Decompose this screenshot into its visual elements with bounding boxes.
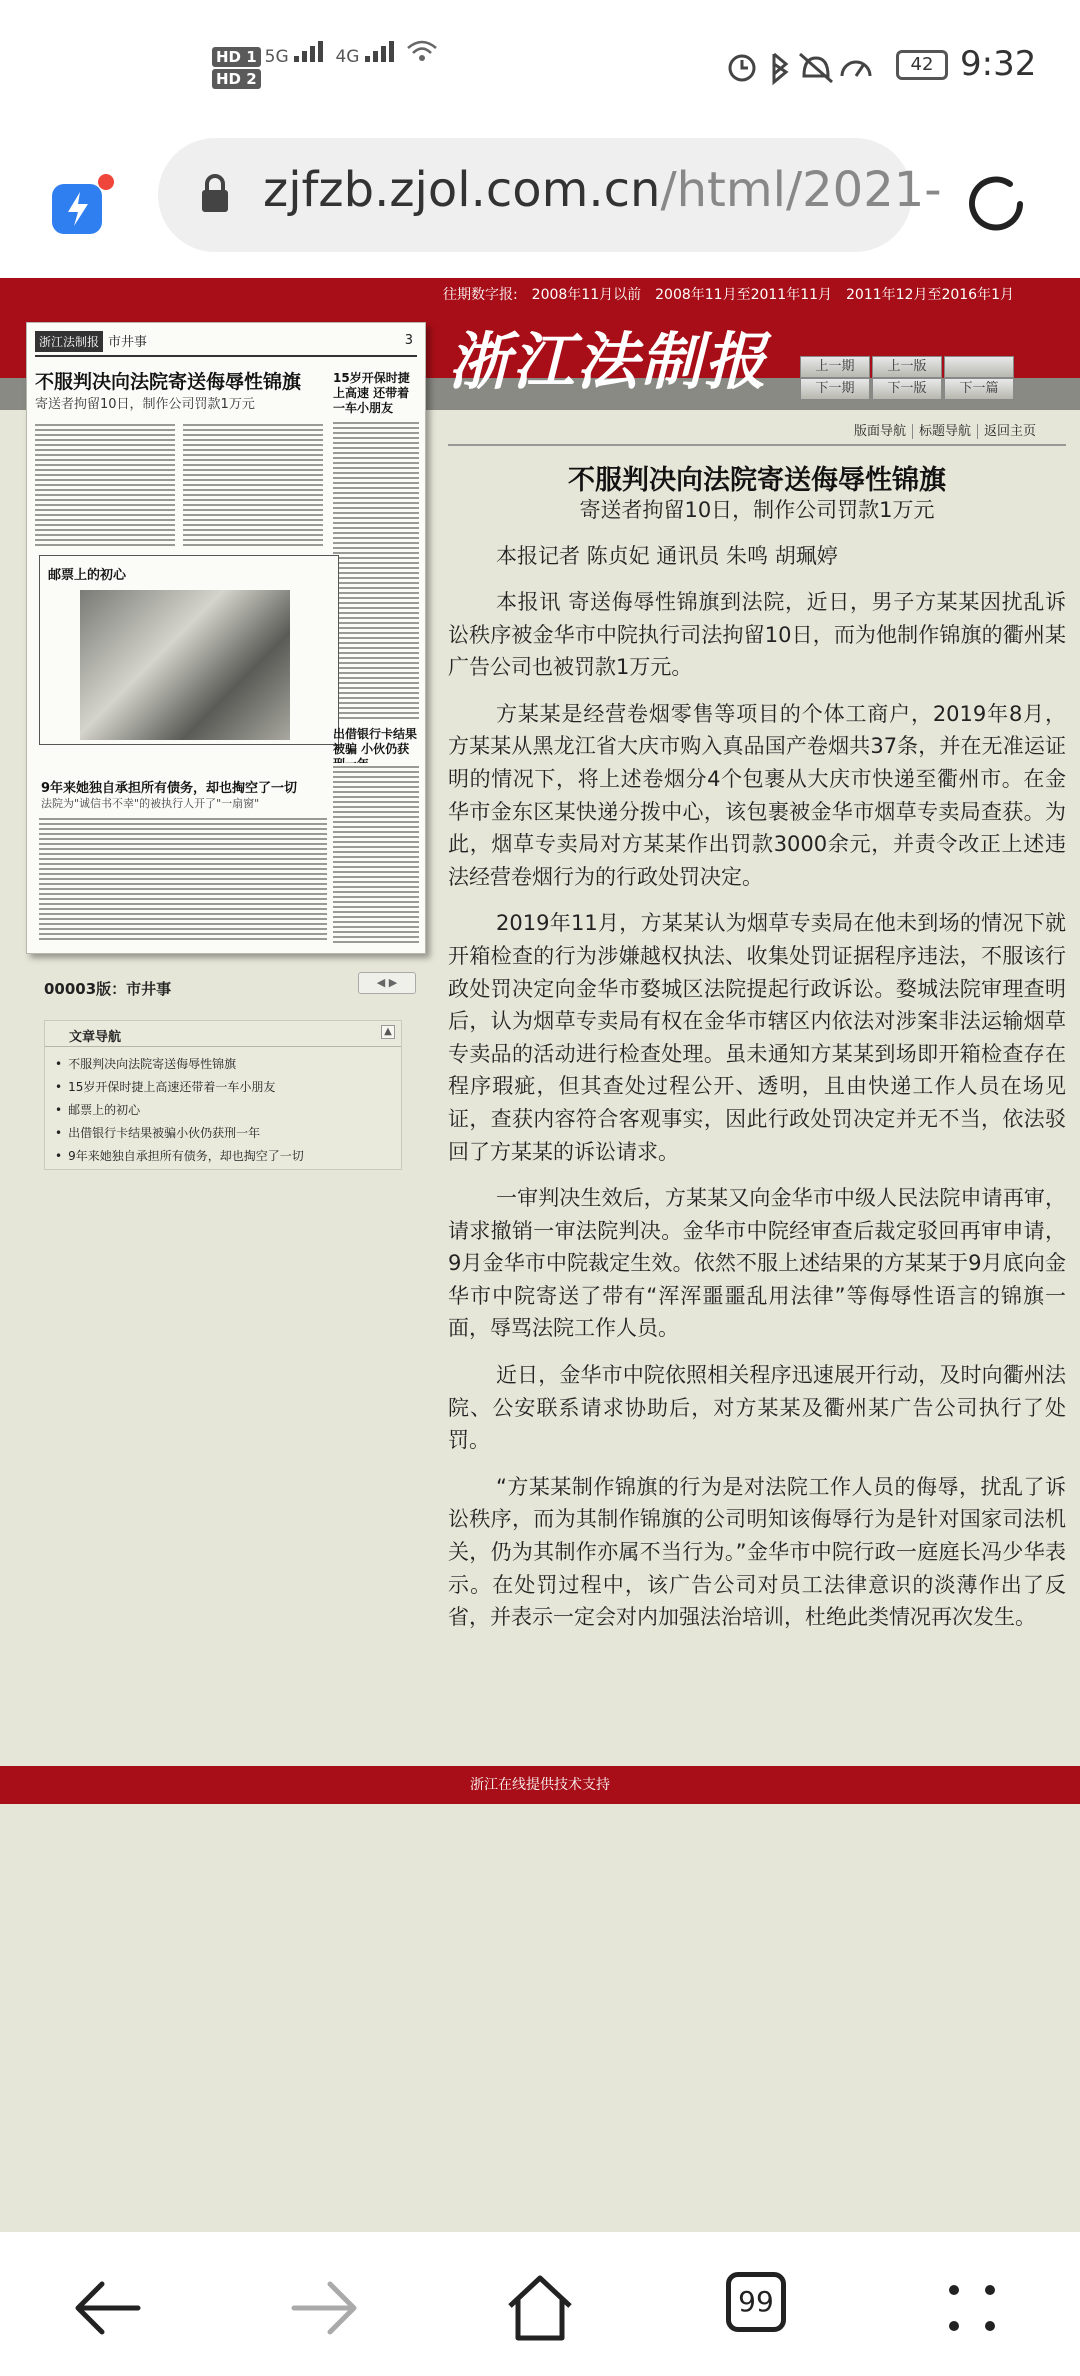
archive-link[interactable]: 2008年11月以前	[531, 287, 642, 303]
thumbnail-side-story[interactable]: 15岁开保时捷上高速 还带着一车小朋友	[333, 371, 410, 415]
collapse-icon[interactable]: ▲	[381, 1025, 395, 1039]
archive-bar	[0, 278, 1080, 308]
sim2-network: 4G	[335, 47, 360, 67]
article-nav-item[interactable]: • 15岁开保时捷上高速还带着一车小朋友	[55, 1076, 304, 1099]
thumbnail-page-number: 3	[404, 333, 413, 348]
top-nav	[848, 420, 1042, 439]
thumbnail-logo: 浙江法制报	[35, 331, 103, 352]
back-icon[interactable]	[68, 2268, 148, 2348]
thumbnail-text-block	[35, 421, 175, 547]
edition-label: 00003版：市井事	[44, 980, 172, 998]
article-nav-list	[55, 1053, 304, 1168]
thumbnail-box-label: 邮票上的初心	[48, 568, 127, 583]
forward-icon[interactable]	[284, 2268, 364, 2348]
article-paragraph: 方某某是经营卷烟零售等项目的个体工商户，2019年8月，方某某从黑龙江省大庆市购入真品国产卷烟共37条，并在无准运证明的情况下，将上述卷烟分4个包裹从大庆市快递至衢州市。在金华市金东区某快递分拨中心，该包裹被金华市烟草专卖局查获。为此，烟草专卖局对方某某作出罚款3000余元，并责令改正上述违法经营卷烟行为的行政处罚决定。	[448, 701, 1066, 889]
article-nav-item[interactable]: • 邮票上的初心	[55, 1099, 304, 1122]
title-nav-link[interactable]: 标题导航	[913, 424, 978, 439]
signal-icon	[294, 40, 330, 62]
article-byline: 本报记者 陈贞妃 通讯员 朱鸣 胡珮婷	[496, 544, 838, 568]
wifi-icon	[406, 40, 438, 62]
blank-page-button[interactable]	[944, 356, 1014, 378]
sim1-badge: HD 1	[212, 47, 261, 67]
url-domain: zjfzb.zjol.com.cn	[263, 162, 661, 218]
archive-link[interactable]: 2008年11月至2011年11月	[655, 287, 833, 303]
archive-links	[429, 284, 1014, 304]
menu-icon[interactable]	[932, 2268, 1012, 2348]
url-path: /html/2021-	[660, 162, 942, 218]
browser-toolbar	[0, 138, 1080, 278]
divider	[448, 444, 1066, 446]
thumbnail-subheadline: 寄送者拘留10日，制作公司罚款1万元	[35, 397, 255, 412]
thumbnail-story-sub: 法院为"诚信书不幸"的被执行人开了"一扇窗"	[41, 797, 260, 810]
browser-bottom-nav	[0, 2232, 1080, 2376]
status-icons	[726, 50, 876, 84]
article-nav-title	[45, 1021, 401, 1047]
battery-indicator: 42	[896, 50, 948, 80]
layout-nav-link[interactable]: 版面导航	[848, 424, 913, 439]
archive-label: 往期数字报:	[442, 287, 518, 303]
article-body	[448, 540, 1066, 1648]
article-paragraph: 一审判决生效后，方某某又向金华市中级人民法院申请再审，请求撤销一审法院判决。金华市中院经审查后裁定驳回再审申请，9月金华市中院裁定生效。依然不服上述结果的方某某于9月底向金华市中院寄送了带有“浑浑噩噩乱用法律”等侮辱性语言的锦旗一面，辱骂法院工作人员。	[448, 1186, 1066, 1341]
article-paragraph: 近日，金华市中院依照相关程序迅速展开行动，及时向衢州法院、公安联系请求协助后，对方某某及衢州某广告公司执行了处罚。	[448, 1363, 1066, 1453]
clock: 9:32	[960, 44, 1037, 84]
article-paragraph: 2019年11月，方某某认为烟草专卖局在他未到场的情况下就开箱检查的行为涉嫌越权执法、收集处罚证据程序违法，不服该行政处罚决定向金华市婺城区法院提起行政诉讼。婺城法院审理查明后，认为烟草专卖局有权在金华市辖区内依法对涉案非法运输烟草专卖品的活动进行检查处理。虽未通知方某某到场即开箱检查存在程序瑕疵，但其查处过程公开、透明，且由快递工作人员在场见证，查获内容符合客观事实，因此行政处罚决定并无不当，依法驳回了方某某的诉讼请求。	[448, 911, 1066, 1164]
thumbnail-text-block	[333, 419, 419, 719]
next-page-button[interactable]: 下一版	[872, 378, 942, 400]
tabs-icon[interactable]: 99	[726, 2272, 786, 2332]
home-icon[interactable]	[500, 2268, 580, 2348]
next-issue-button[interactable]: 下一期	[800, 378, 870, 400]
thumbnail-side-story[interactable]: 出借银行卡结果被骗 小伙仍获	[333, 727, 418, 756]
article-nav-title-text: 文章导航	[69, 1030, 122, 1045]
browser-app-icon[interactable]	[48, 168, 118, 238]
thumbnail-photo	[80, 590, 290, 740]
next-article-button[interactable]: 下一篇	[944, 378, 1014, 400]
thumbnail-headline[interactable]: 不服判决向法院寄送侮辱性锦旗	[35, 371, 302, 393]
article-subheadline: 寄送者拘留10日，制作公司罚款1万元	[579, 498, 935, 522]
article-nav	[44, 1020, 402, 1170]
status-bar	[0, 0, 1080, 138]
signal-icon	[365, 40, 401, 62]
article-nav-item[interactable]: • 出借银行卡结果被骗小伙仍获刑一年	[55, 1122, 304, 1145]
prev-page-button[interactable]: 上一版	[872, 356, 942, 378]
article-nav-item[interactable]: • 9年来她独自承担所有债务，却也掏空了一切	[55, 1145, 304, 1168]
article-paragraph: “方某某制作锦旗的行为是对法院工作人员的侮辱，扰乱了诉讼秩序，而为其制作锦旗的公司明知该侮辱行为是针对国家司法机关，仍为其制作亦属不当行为。”金华市中院行政一庭庭长冯少华表示。在处罚过程中，该广告公司对员工法律意识的淡薄作出了反省，并表示一定会对内加强法治培训，杜绝此类情况再次发生。	[448, 1474, 1066, 1630]
site-footer: 浙江在线提供技术支持	[0, 1766, 1080, 1804]
thumbnail-text-block	[333, 763, 419, 943]
site-logo[interactable]: 浙江法制报	[448, 325, 769, 398]
prev-issue-button[interactable]: 上一期	[800, 356, 870, 378]
sim1-network: 5G	[264, 47, 289, 67]
page-thumbnail[interactable]	[26, 322, 426, 954]
article-paragraph: 本报讯 寄送侮辱性锦旗到法院，近日，男子方某某因扰乱诉讼秩序被金华市中院执行司法拘留10日，而为他制作锦旗的衢州某广告公司也被罚款1万元。	[448, 590, 1066, 680]
thumbnail-text-block	[183, 421, 323, 547]
thumbnail-photo-box[interactable]	[39, 555, 339, 745]
archive-link[interactable]: 2011年12月至2016年1月	[846, 287, 1014, 303]
page-arrows[interactable]: ◀ ▶	[358, 972, 416, 994]
thumbnail-story-title[interactable]: 9年来她独自承担所有债务，却也掏空了一切	[41, 781, 298, 796]
thumbnail-text-block	[39, 815, 327, 943]
sim2-badge: HD 2	[212, 69, 261, 89]
url-bar[interactable]	[158, 138, 942, 252]
home-link[interactable]: 返回主页	[984, 424, 1037, 439]
lock-icon	[200, 174, 230, 214]
url-text[interactable]	[263, 162, 942, 218]
article-nav-item[interactable]: • 不服判决向法院寄送侮辱性锦旗	[55, 1053, 304, 1076]
article-headline: 不服判决向法院寄送侮辱性锦旗	[568, 465, 946, 496]
thumbnail-section: 市井事	[108, 335, 148, 350]
reload-icon[interactable]	[960, 168, 1032, 240]
sim-indicator	[212, 40, 438, 89]
thumbnail-header	[35, 331, 417, 357]
